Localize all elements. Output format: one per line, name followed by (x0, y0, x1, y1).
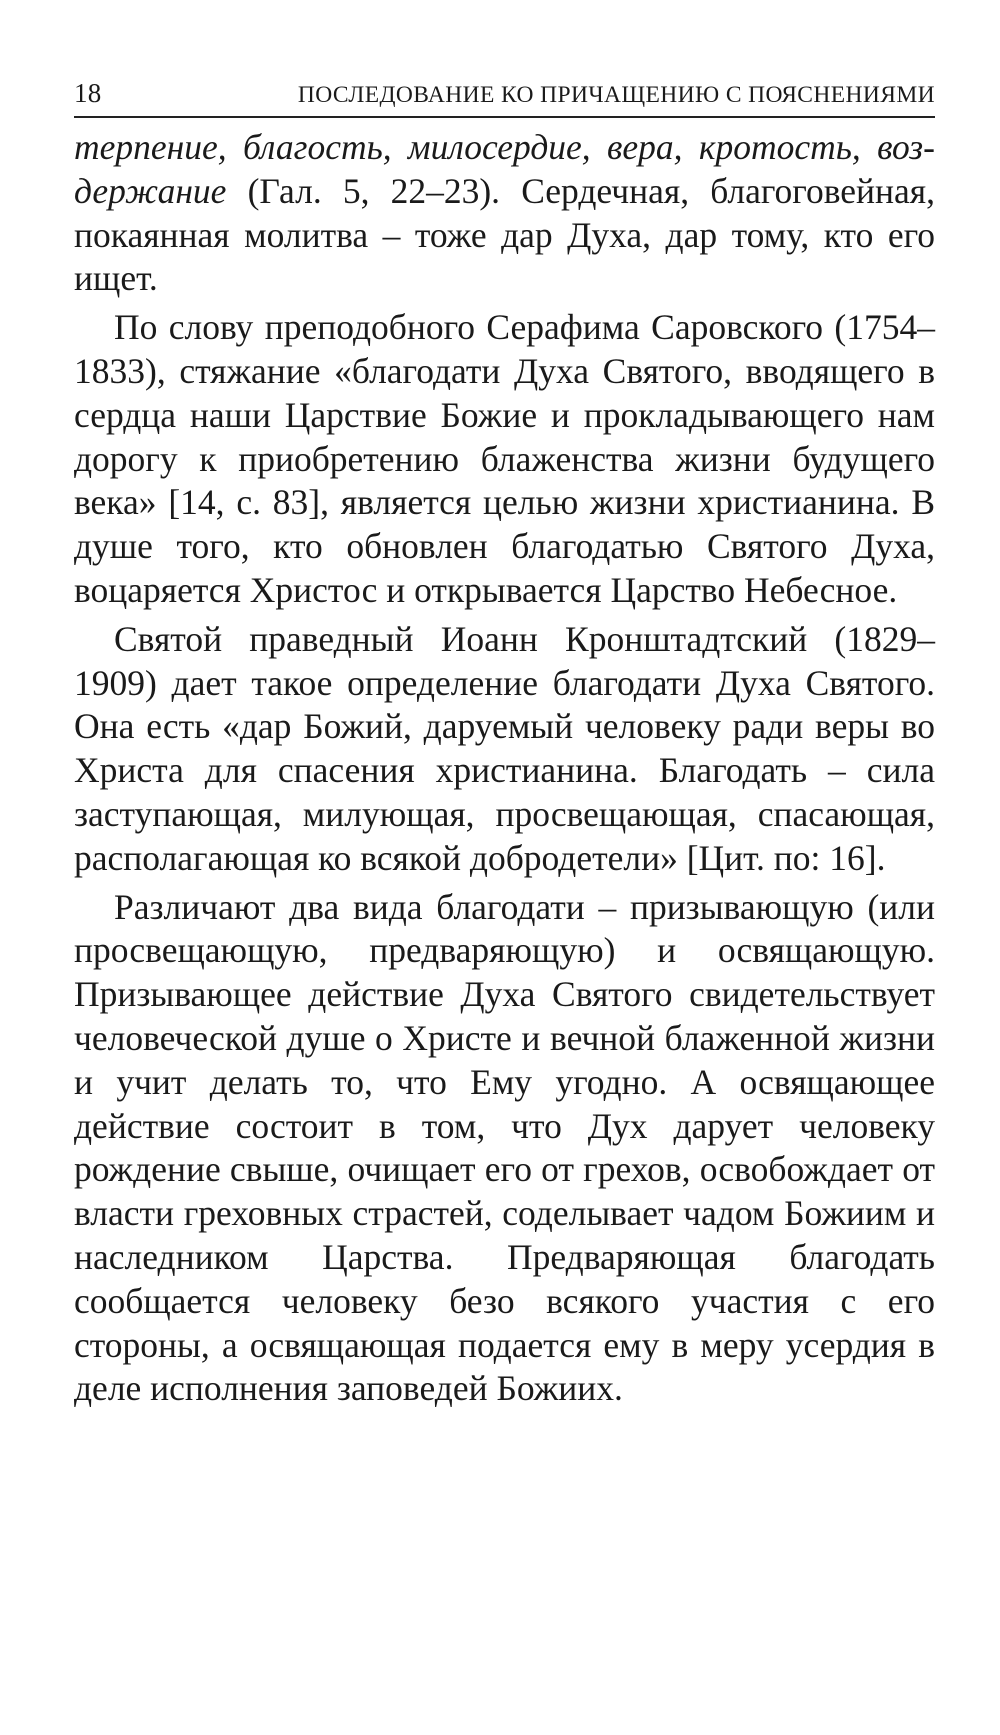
running-head (74, 78, 935, 118)
page-number: 18 (74, 78, 102, 108)
paragraph-1-italic: терпение, благость, милосердие, вера, кротость, воздержание (74, 127, 935, 211)
paragraph-1 (74, 126, 935, 301)
paragraph-1-text: (Гал. 5, 22–23). Сердечная, благоговейная, покаянная молитва – тоже дар Духа, дар тому, кто его ищет. (74, 170, 935, 299)
paragraph-2: По слову преподобного Серафима Саровского (1754–1833), стяжание «благодати Духа Святого, вводящего в сердца наши Царствие Божие и прокладывающего нам дорогу к приобретению блаженства жизни будущего века» [14, с. 83], является целью жизни христианина. В душе того, кто обновлен благодатью Святого Духа, воцаряется Христос и открывается Царство Небесное. (74, 307, 935, 610)
running-title: ПОСЛЕДОВАНИЕ КО ПРИЧАЩЕНИЮ С ПОЯСНЕНИЯМИ (297, 82, 935, 108)
paragraph-4: Различают два вида благодати – призывающую (или просвещающую, предваряющую) и освящающую. Призывающее действие Духа Святого свидетельствует человеческой душе о Христе и вечной блаженной жизни и учит делать то, что Ему угодно. А освящающее действие состоит в том, что Дух дарует человеку рождение свыше, очищает его от грехов, освобождает от власти греховных страстей, соделывает чадом Божиим и наследником Царства. Предваряющая благодать сообщается человеку безо всякого участия с его стороны, а освящающая подается ему в меру усердия в деле исполнения заповедей Божиих. (74, 886, 935, 1409)
book-page (74, 78, 935, 1416)
paragraph-3: Святой праведный Иоанн Кронштадтский (1829–1909) дает такое определение благодати Духа Святого. Она есть «дар Божий, даруемый человеку ради веры во Христа для спасения христианина. Благодать – сила заступающая, милующая, просвещающая, спасающая, располагающая ко всякой добродетели» [Цит. по: 16]. (74, 618, 935, 878)
body-text (74, 126, 935, 1411)
